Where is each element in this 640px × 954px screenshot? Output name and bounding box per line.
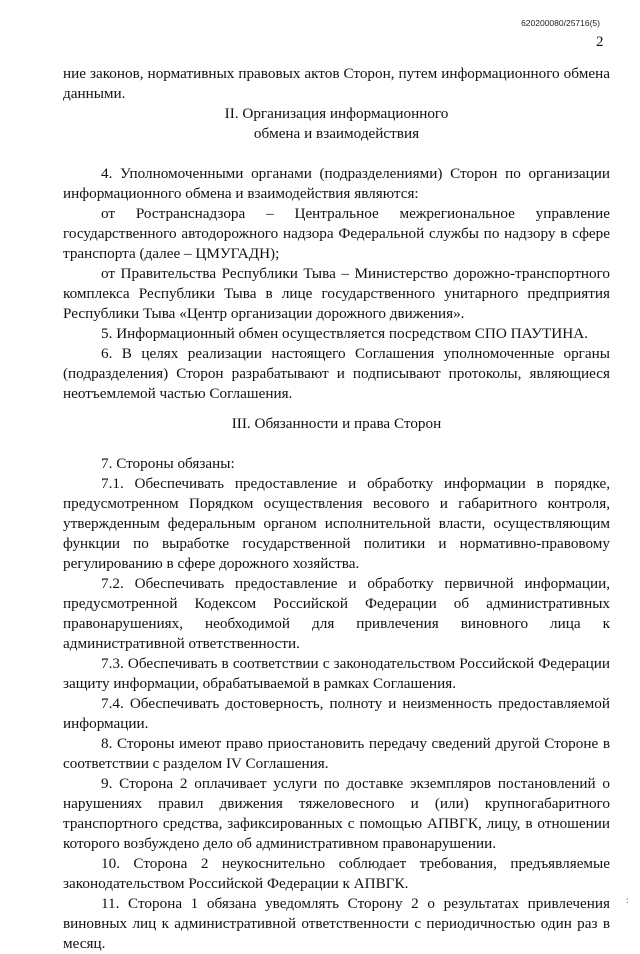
- document-body: [63, 64, 610, 954]
- paragraph-7-3: 7.3. Обеспечивать в соответствии с законодательством Российской Федерации защиту информации, обрабатываемой в рамках Соглашения.: [63, 655, 610, 692]
- section-3-title: III. Обязанности и права Сторон: [231, 415, 442, 432]
- section-2-title-line1: II. Организация информационного: [224, 105, 449, 122]
- paragraph-7-1: 7.1. Обеспечивать предоставление и обработку информации в порядке, предусмотренном Порядком осуществления весового и габаритного контроля, утвержденным федеральным органом исполнительной власти, осуществляющим функции по выработке государственной политики и нормативно-правовому регулированию в сфере дорожного хозяйства.: [63, 475, 610, 572]
- scan-mark: :: [626, 895, 629, 905]
- document-code: 620200080/25716(5): [521, 18, 600, 28]
- paragraph-7-4: 7.4. Обеспечивать достоверность, полноту и неизменность предоставляемой информации.: [63, 695, 610, 732]
- paragraph-6: 6. В целях реализации настоящего Соглашения уполномоченные органы (подразделения) Сторон разрабатывают и подписывают протоколы, являющиеся неотъемлемой частью Соглашения.: [63, 345, 610, 402]
- paragraph-5: 5. Информационный обмен осуществляется посредством СПО ПАУТИНА.: [101, 325, 588, 342]
- paragraph-4b: от Правительства Республики Тыва – Министерство дорожно-транспортного комплекса Республики Тыва в лице государственного унитарного предприятия Республики Тыва «Центр организации дорожного движения».: [63, 265, 610, 322]
- paragraph-8: 8. Стороны имеют право приостановить передачу сведений другой Стороне в соответствии с разделом IV Соглашения.: [63, 735, 610, 772]
- paragraph-4a: от Ространснадзора – Центральное межрегиональное управление государственного автодорожного надзора Федеральной службы по надзору в сфере транспорта (далее – ЦМУГАДН);: [63, 205, 610, 262]
- paragraph-7-2: 7.2. Обеспечивать предоставление и обработку первичной информации, предусмотренной Кодексом Российской Федерации об административных правонарушениях, необходимой для привлечения виновного лица к административной ответственности.: [63, 575, 610, 652]
- intro-continuation: ние законов, нормативных правовых актов Сторон, путем информационного обмена данными.: [63, 65, 610, 102]
- paragraph-10: 10. Сторона 2 неукоснительно соблюдает требования, предъявляемые законодательством Российской Федерации к АПВГК.: [63, 855, 610, 892]
- paragraph-7: 7. Стороны обязаны:: [101, 455, 235, 472]
- paragraph-4: 4. Уполномоченными органами (подразделениями) Сторон по организации информационного обмена и взаимодействия являются:: [63, 165, 610, 202]
- paragraph-9: 9. Сторона 2 оплачивает услуги по доставке экземпляров постановлений о нарушениях правил движения тяжеловесного и (или) крупногабаритного транспортного средства, зафиксированных с помощью АПВГК, лицу, в отношении которого возбуждено дело об административном правонарушении.: [63, 775, 610, 852]
- section-2-title-line2: обмена и взаимодействия: [253, 125, 420, 142]
- page-number: 2: [596, 34, 604, 50]
- paragraph-11: 11. Сторона 1 обязана уведомлять Сторону 2 о результатах привлечения виновных лиц к административной ответственности с периодичностью один раз в месяц.: [63, 895, 610, 952]
